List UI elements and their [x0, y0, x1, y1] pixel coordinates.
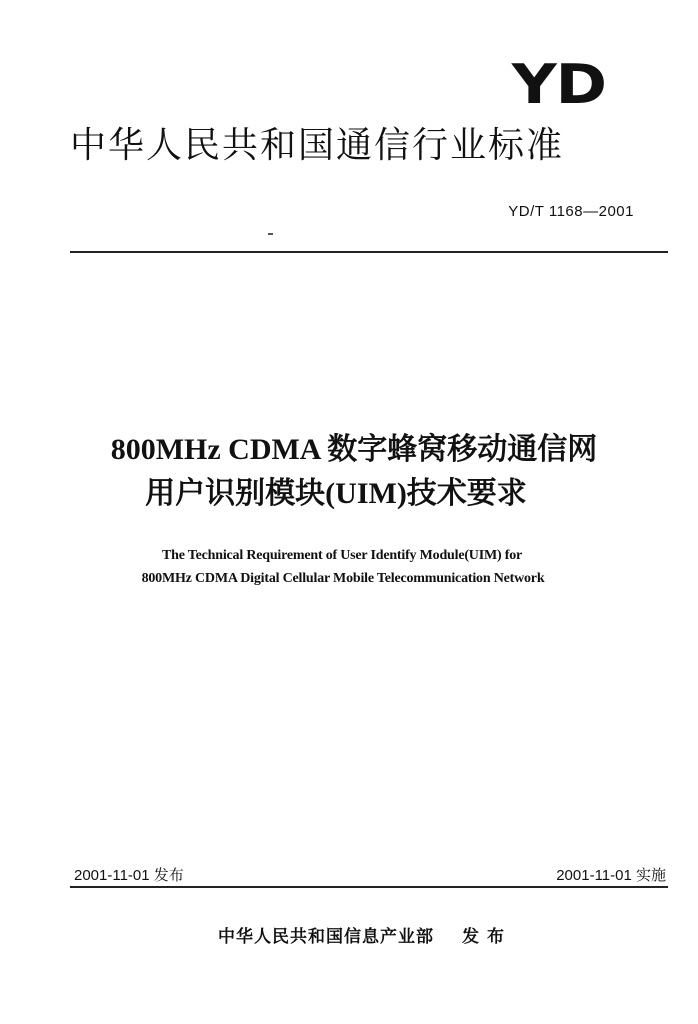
title-en-line-1: The Technical Requirement of User Identify Module(UIM) for [161, 548, 523, 563]
bottom-divider [70, 886, 668, 888]
print-mark [268, 233, 273, 235]
standard-number: YD/T 1168—2001 [508, 203, 634, 220]
standard-category: 中华人民共和国通信行业标准 [70, 125, 565, 166]
title-en-line-2: 800MHz CDMA Digital Cellular Mobile Telecommunication Network [141, 571, 545, 586]
effective-date: 2001-11-01 实施 [556, 867, 666, 884]
title-cn-line-2: 用户识别模块(UIM)技术要求 [145, 477, 527, 510]
title-cn-line-1: 800MHz CDMA 数字蜂窝移动通信网 [110, 433, 598, 466]
document-title [0, 428, 698, 516]
issuer-line [218, 922, 512, 947]
yd-logo: YD [511, 53, 606, 116]
published-date: 2001-11-01 发布 [74, 867, 184, 884]
issuer-name: 中华人民共和国信息产业部 [218, 927, 434, 947]
top-divider [70, 251, 668, 253]
issuer-action: 发布 [462, 927, 512, 947]
english-title [0, 544, 698, 590]
